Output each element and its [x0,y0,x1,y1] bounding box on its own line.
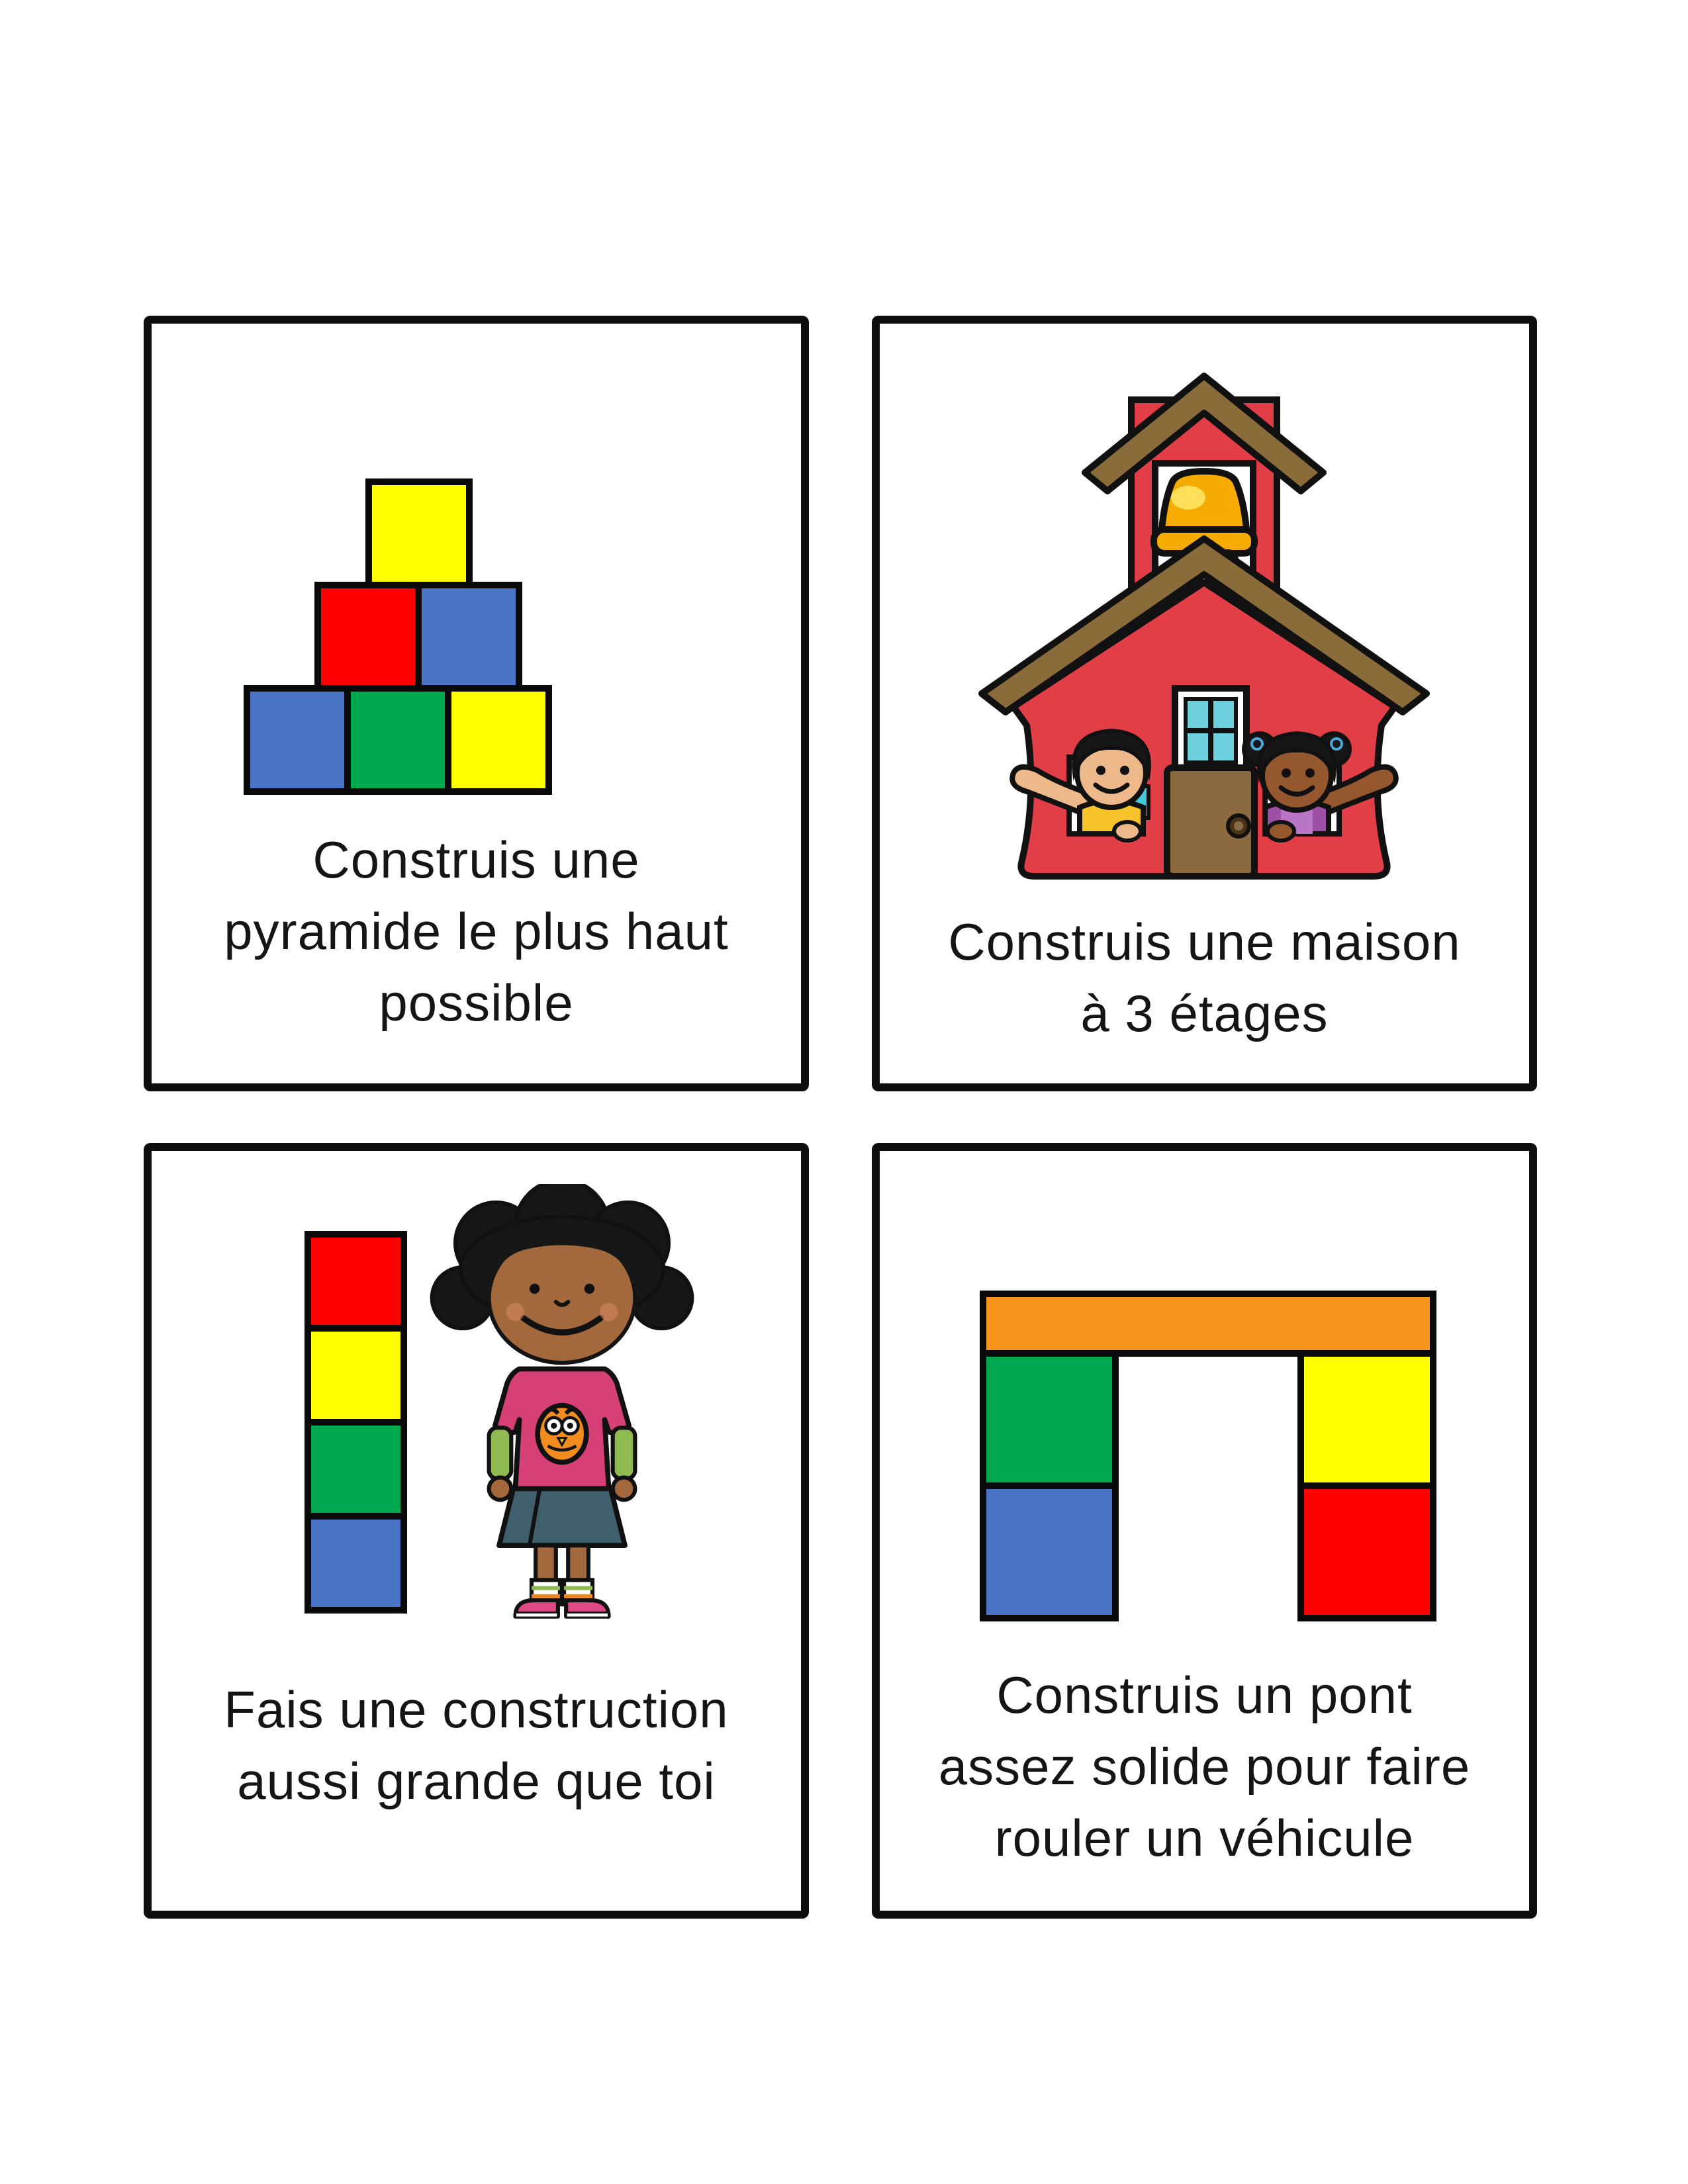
caption-line: Construis un pont [996,1666,1413,1724]
child-figure [410,1184,714,1621]
card-tower [144,1143,809,1919]
caption-line: possible [379,974,574,1032]
door [1167,768,1254,876]
caption-line: Construis une [312,831,640,889]
block-red [305,1231,407,1332]
hand [489,1477,512,1500]
block-blue [244,685,351,795]
block-orange-beam [980,1291,1436,1357]
skirt [499,1488,625,1545]
window [1175,688,1246,773]
card-bridge [872,1143,1537,1919]
caption-line: rouler un véhicule [994,1809,1415,1867]
block-blue [415,582,522,692]
block-green [980,1350,1119,1489]
block-green [344,685,451,795]
block-red [314,582,422,692]
caption-line: Construis une maison [948,913,1461,971]
hand [613,1477,635,1500]
block-green [305,1419,407,1520]
card-caption [880,1659,1529,1874]
block-yellow [305,1325,407,1426]
card-caption [880,906,1529,1049]
caption-line: à 3 étages [1080,984,1329,1042]
caption-line: pyramide le plus haut [224,902,729,960]
owl-icon [538,1406,586,1463]
card-house [872,316,1537,1091]
block-yellow [365,478,473,588]
caption-line: assez solide pour faire [938,1737,1471,1796]
block-yellow [445,685,552,795]
block-blue [305,1513,407,1614]
caption-line: Fais une construction [224,1680,729,1739]
caption-line: aussi grande que toi [237,1752,716,1810]
block-yellow [1297,1350,1436,1489]
card-caption [152,824,801,1038]
card-caption [152,1674,801,1817]
block-blue [980,1482,1119,1621]
schoolhouse-illustration [926,360,1482,889]
block-red [1297,1482,1436,1621]
card-pyramid [144,316,809,1091]
